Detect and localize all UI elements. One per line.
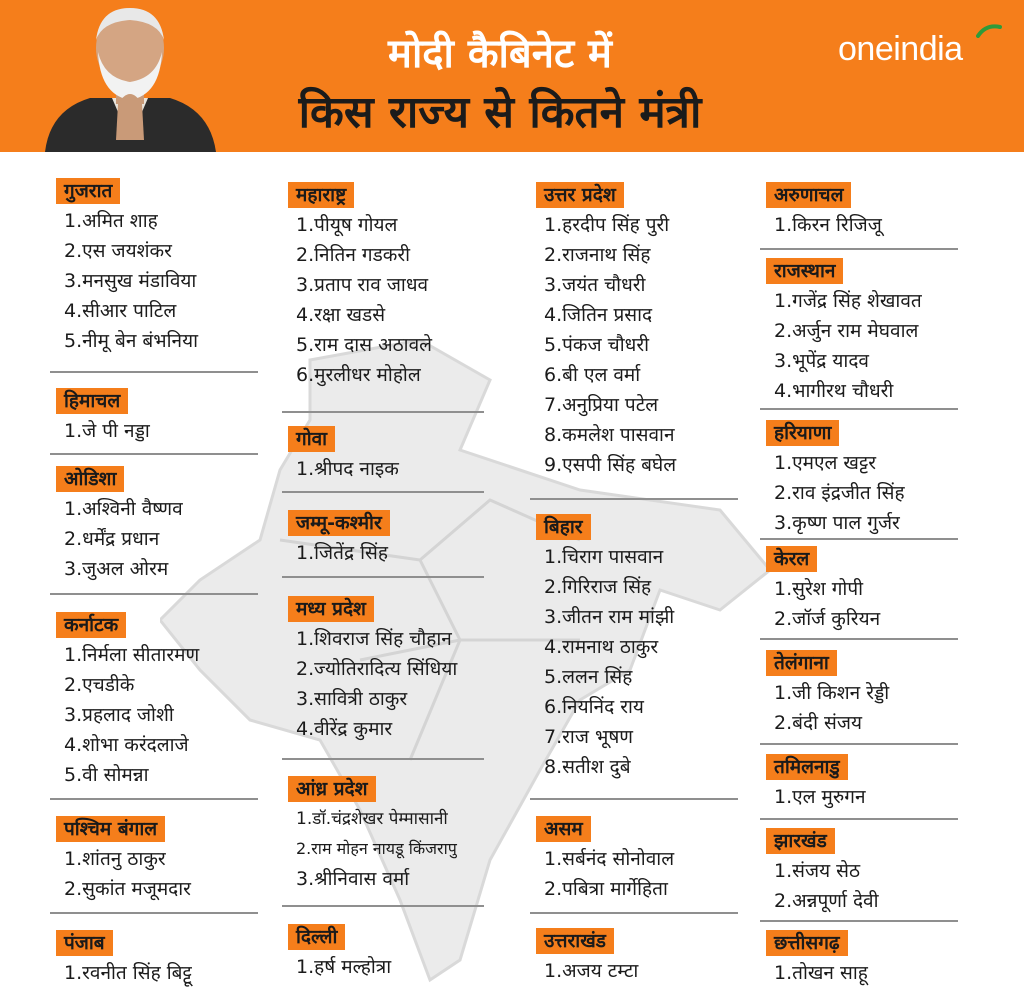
minister-item: 1.संजय सेठ bbox=[774, 860, 861, 882]
minister-item: 1.अजय टम्टा bbox=[544, 960, 639, 982]
minister-list bbox=[530, 956, 638, 986]
divider bbox=[760, 818, 958, 820]
state-name: तमिलनाडु bbox=[766, 754, 848, 780]
portrait-image bbox=[40, 0, 220, 152]
minister-item: 1.शिवराज सिंह चौहान bbox=[296, 628, 452, 650]
minister-list bbox=[50, 844, 191, 904]
minister-item: 3.जुअल ओरम bbox=[64, 558, 169, 580]
state-name: पश्चिम बंगाल bbox=[56, 816, 165, 842]
state-jammu-kashmir bbox=[282, 510, 390, 568]
divider bbox=[760, 920, 958, 922]
minister-item: 2.राम मोहन नायडू किंजरापु bbox=[296, 839, 457, 858]
minister-item: 5.नीमू बेन बंभनिया bbox=[64, 330, 199, 352]
divider bbox=[50, 453, 258, 455]
minister-item: 9.एसपी सिंह बघेल bbox=[544, 454, 677, 476]
minister-item: 2.बंदी संजय bbox=[774, 712, 862, 734]
minister-item: 1.हरदीप सिंह पुरी bbox=[544, 214, 670, 236]
state-name: उत्तर प्रदेश bbox=[536, 182, 624, 208]
state-name: छत्तीसगढ़ bbox=[766, 930, 848, 956]
state-telangana bbox=[760, 650, 889, 738]
title-line-1: मोदी कैबिनेट में bbox=[388, 31, 612, 77]
minister-item: 4.जितिन प्रसाद bbox=[544, 304, 653, 326]
state-name: कर्नाटक bbox=[56, 612, 126, 638]
minister-list bbox=[530, 542, 674, 782]
minister-item: 3.भूपेंद्र यादव bbox=[774, 350, 869, 372]
oneindia-logo bbox=[838, 30, 1008, 80]
state-name: ओडिशा bbox=[56, 466, 124, 492]
minister-list bbox=[282, 952, 391, 982]
divider bbox=[760, 538, 958, 540]
divider bbox=[50, 798, 258, 800]
minister-item: 2.नितिन गडकरी bbox=[296, 244, 411, 266]
state-assam bbox=[530, 816, 674, 904]
state-name: अरुणाचल bbox=[766, 182, 851, 208]
minister-item: 1.एल मुरुगन bbox=[774, 786, 866, 808]
state-name: गोवा bbox=[288, 426, 335, 452]
state-name: हिमाचल bbox=[56, 388, 128, 414]
state-punjab bbox=[50, 930, 192, 988]
minister-item: 6.बी एल वर्मा bbox=[544, 364, 641, 386]
minister-item: 1.जितेंद्र सिंह bbox=[296, 542, 388, 564]
divider bbox=[50, 371, 258, 373]
minister-item: 2.ज्योतिरादित्य सिंधिया bbox=[296, 658, 458, 680]
minister-item: 5.राम दास अठावले bbox=[296, 334, 433, 356]
state-name: उत्तराखंड bbox=[536, 928, 614, 954]
minister-list bbox=[50, 640, 199, 790]
state-delhi bbox=[282, 924, 391, 982]
state-goa bbox=[282, 426, 399, 484]
minister-item: 1.जे पी नड्डा bbox=[64, 420, 150, 442]
minister-item: 1.शांतनु ठाकुर bbox=[64, 848, 166, 870]
state-kerala bbox=[760, 546, 880, 634]
logo-swoosh-icon bbox=[976, 24, 1002, 38]
minister-item: 1.चिराग पासवान bbox=[544, 546, 664, 568]
minister-item: 2.पबित्रा मार्गेहिता bbox=[544, 878, 668, 900]
minister-list bbox=[760, 856, 879, 916]
state-name: तेलंगाना bbox=[766, 650, 837, 676]
minister-list bbox=[530, 844, 674, 904]
divider bbox=[760, 408, 958, 410]
divider bbox=[760, 248, 958, 250]
minister-item: 1.रवनीत सिंह बिट्टू bbox=[64, 962, 192, 984]
header-banner bbox=[0, 0, 1024, 152]
state-name: असम bbox=[536, 816, 591, 842]
divider bbox=[760, 638, 958, 640]
minister-list bbox=[760, 210, 882, 240]
minister-item: 2.जॉर्ज कुरियन bbox=[774, 608, 881, 630]
minister-item: 1.गजेंद्र सिंह शेखावत bbox=[774, 290, 922, 312]
divider bbox=[282, 411, 484, 413]
minister-item: 1.सुरेश गोपी bbox=[774, 578, 864, 600]
minister-item: 6.नियनिंद राय bbox=[544, 696, 644, 718]
state-name: पंजाब bbox=[56, 930, 113, 956]
minister-list bbox=[530, 210, 676, 480]
minister-list bbox=[282, 624, 457, 744]
minister-item: 4.सीआर पाटिल bbox=[64, 300, 177, 322]
state-karnataka bbox=[50, 612, 199, 790]
state-name: गुजरात bbox=[56, 178, 120, 204]
state-west-bengal bbox=[50, 816, 191, 904]
state-himachal bbox=[50, 388, 150, 446]
minister-item: 3.प्रहलाद जोशी bbox=[64, 704, 174, 726]
minister-list bbox=[50, 958, 192, 988]
state-name: राजस्थान bbox=[766, 258, 843, 284]
minister-list bbox=[760, 574, 880, 634]
minister-item: 2.गिरिराज सिंह bbox=[544, 576, 652, 598]
minister-item: 4.शोभा करंदलाजे bbox=[64, 734, 189, 756]
minister-list bbox=[760, 678, 889, 738]
minister-list bbox=[50, 494, 183, 584]
minister-item: 2.सुकांत मजूमदार bbox=[64, 878, 191, 900]
minister-item: 1.पीयूष गोयल bbox=[296, 214, 398, 236]
india-map-background bbox=[160, 340, 780, 990]
minister-item: 1.एमएल खट्टर bbox=[774, 452, 877, 474]
minister-item: 3.जयंत चौधरी bbox=[544, 274, 646, 296]
divider bbox=[282, 576, 484, 578]
minister-item: 2.एचडीके bbox=[64, 674, 135, 696]
minister-item: 8.सतीश दुबे bbox=[544, 756, 631, 778]
minister-list bbox=[760, 958, 868, 988]
minister-item: 2.अर्जुन राम मेघवाल bbox=[774, 320, 919, 342]
minister-item: 4.रक्षा खडसे bbox=[296, 304, 386, 326]
state-haryana bbox=[760, 420, 905, 538]
minister-list bbox=[50, 206, 198, 356]
minister-item: 7.अनुप्रिया पटेल bbox=[544, 394, 659, 416]
state-jharkhand bbox=[760, 828, 879, 916]
state-odisha bbox=[50, 466, 183, 584]
minister-item: 1.अमित शाह bbox=[64, 210, 158, 232]
state-gujarat bbox=[50, 178, 198, 356]
minister-list bbox=[760, 782, 866, 812]
minister-item: 1.अश्विनी वैष्णव bbox=[64, 498, 183, 520]
state-name: आंध्र प्रदेश bbox=[288, 776, 376, 802]
state-arunachal bbox=[760, 182, 882, 240]
divider bbox=[282, 758, 484, 760]
state-tamilnadu bbox=[760, 754, 866, 812]
minister-list bbox=[282, 804, 457, 894]
minister-item: 1.निर्मला सीतारमण bbox=[64, 644, 200, 666]
minister-item: 3.प्रताप राव जाधव bbox=[296, 274, 429, 296]
state-name: केरल bbox=[766, 546, 817, 572]
state-name: बिहार bbox=[536, 514, 591, 540]
state-bihar bbox=[530, 514, 674, 782]
title-line-2: किस राज्य से कितने मंत्री bbox=[298, 87, 702, 138]
minister-item: 1.तोखन साहू bbox=[774, 962, 868, 984]
state-name: दिल्ली bbox=[288, 924, 345, 950]
minister-item: 2.राव इंद्रजीत सिंह bbox=[774, 482, 905, 504]
divider bbox=[530, 798, 738, 800]
minister-list bbox=[282, 454, 399, 484]
minister-list bbox=[760, 448, 905, 538]
logo-text: oneindia bbox=[838, 30, 963, 68]
minister-item: 1.डॉ.चंद्रशेखर पेम्मासानी bbox=[296, 809, 448, 829]
state-uttarakhand bbox=[530, 928, 638, 986]
minister-list bbox=[760, 286, 922, 406]
minister-item: 1.किरन रिजिजू bbox=[774, 214, 882, 236]
minister-item: 3.कृष्ण पाल गुर्जर bbox=[774, 512, 900, 534]
state-chhattisgarh bbox=[760, 930, 868, 988]
minister-item: 4.वीरेंद्र कुमार bbox=[296, 718, 393, 740]
minister-item: 2.अन्नपूर्णा देवी bbox=[774, 890, 879, 912]
minister-item: 4.भागीरथ चौधरी bbox=[774, 380, 894, 402]
divider bbox=[530, 498, 738, 500]
minister-item: 4.रामनाथ ठाकुर bbox=[544, 636, 659, 658]
divider bbox=[50, 593, 258, 595]
divider bbox=[282, 491, 484, 493]
minister-item: 3.श्रीनिवास वर्मा bbox=[296, 868, 410, 890]
state-maharashtra bbox=[282, 182, 432, 390]
minister-list bbox=[282, 210, 432, 390]
state-andhra-pradesh bbox=[282, 776, 457, 894]
minister-item: 6.मुरलीधर मोहोल bbox=[296, 364, 421, 386]
minister-item: 3.सावित्री ठाकुर bbox=[296, 688, 408, 710]
minister-item: 5.वी सोमन्ना bbox=[64, 764, 149, 786]
minister-item: 8.कमलेश पासवान bbox=[544, 424, 675, 446]
state-rajasthan bbox=[760, 258, 922, 406]
state-name: मध्य प्रदेश bbox=[288, 596, 374, 622]
minister-item: 1.श्रीपद नाइक bbox=[296, 458, 399, 480]
minister-item: 1.हर्ष मल्होत्रा bbox=[296, 956, 392, 978]
state-name: हरियाणा bbox=[766, 420, 839, 446]
divider bbox=[50, 912, 258, 914]
minister-item: 2.धर्मेंद्र प्रधान bbox=[64, 528, 160, 550]
minister-item: 7.राज भूषण bbox=[544, 726, 634, 748]
divider bbox=[530, 912, 738, 914]
minister-item: 2.एस जयशंकर bbox=[64, 240, 172, 262]
state-name: झारखंड bbox=[766, 828, 835, 854]
state-madhya-pradesh bbox=[282, 596, 457, 744]
minister-item: 1.सर्बनंद सोनोवाल bbox=[544, 848, 675, 870]
divider bbox=[760, 743, 958, 745]
state-uttar-pradesh bbox=[530, 182, 676, 480]
minister-list bbox=[50, 416, 150, 446]
state-name: महाराष्ट्र bbox=[288, 182, 354, 208]
divider bbox=[282, 905, 484, 907]
state-name: जम्मू-कश्मीर bbox=[288, 510, 390, 536]
minister-item: 2.राजनाथ सिंह bbox=[544, 244, 651, 266]
minister-item: 5.ललन सिंह bbox=[544, 666, 633, 688]
minister-item: 3.मनसुख मंडाविया bbox=[64, 270, 197, 292]
minister-item: 5.पंकज चौधरी bbox=[544, 334, 650, 356]
minister-list bbox=[282, 538, 390, 568]
minister-item: 3.जीतन राम मांझी bbox=[544, 606, 675, 628]
minister-item: 1.जी किशन रेड्डी bbox=[774, 682, 890, 704]
